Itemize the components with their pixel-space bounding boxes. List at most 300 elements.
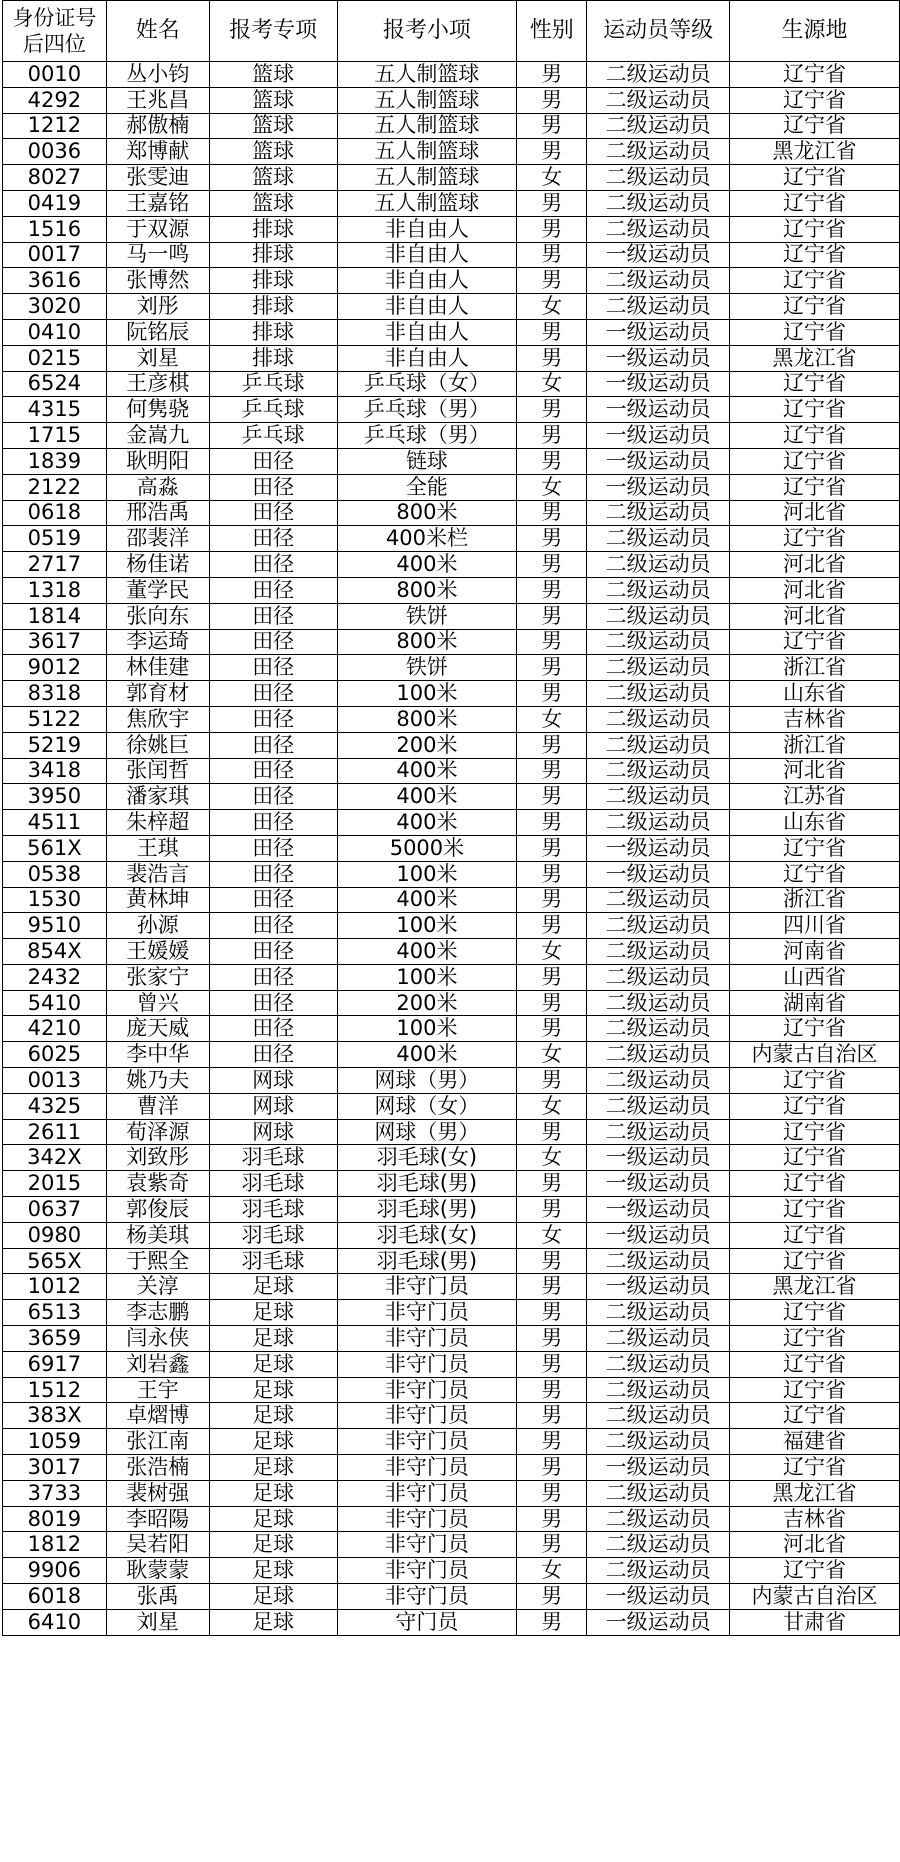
cell-name: 杨美琪 <box>106 1222 209 1248</box>
cell-name: 邵裴洋 <box>106 526 209 552</box>
cell-id-last-four: 1212 <box>3 113 107 139</box>
cell-gender: 男 <box>517 1584 587 1610</box>
cell-id-last-four: 9906 <box>3 1558 107 1584</box>
cell-id-last-four: 342X <box>3 1145 107 1171</box>
cell-gender: 男 <box>517 526 587 552</box>
cell-id-last-four: 3616 <box>3 268 107 294</box>
table-row <box>3 629 900 655</box>
cell-id-last-four: 0013 <box>3 1068 107 1094</box>
cell-major: 足球 <box>209 1584 337 1610</box>
cell-id-last-four: 0538 <box>3 861 107 887</box>
cell-gender: 男 <box>517 268 587 294</box>
cell-level: 一级运动员 <box>587 1274 730 1300</box>
cell-event: 非守门员 <box>337 1403 517 1429</box>
table-row <box>3 577 900 603</box>
cell-name: 黄林坤 <box>106 887 209 913</box>
cell-gender: 男 <box>517 655 587 681</box>
cell-name: 李志鹏 <box>106 1300 209 1326</box>
cell-origin: 辽宁省 <box>730 190 900 216</box>
cell-event: 五人制篮球 <box>337 139 517 165</box>
cell-id-last-four: 5219 <box>3 732 107 758</box>
cell-origin: 黑龙江省 <box>730 1480 900 1506</box>
cell-event: 全能 <box>337 474 517 500</box>
cell-major: 羽毛球 <box>209 1171 337 1197</box>
cell-name: 刘致彤 <box>106 1145 209 1171</box>
table-row <box>3 1480 900 1506</box>
cell-origin: 辽宁省 <box>730 319 900 345</box>
cell-level: 二级运动员 <box>587 629 730 655</box>
cell-name: 闫永侠 <box>106 1326 209 1352</box>
cell-name: 张雯迪 <box>106 165 209 191</box>
cell-major: 足球 <box>209 1609 337 1635</box>
cell-level: 二级运动员 <box>587 268 730 294</box>
cell-name: 于双源 <box>106 216 209 242</box>
cell-id-last-four: 3733 <box>3 1480 107 1506</box>
cell-event: 非守门员 <box>337 1326 517 1352</box>
cell-event: 网球（男） <box>337 1119 517 1145</box>
cell-name: 高淼 <box>106 474 209 500</box>
cell-major: 排球 <box>209 268 337 294</box>
table-row <box>3 371 900 397</box>
cell-name: 刘星 <box>106 345 209 371</box>
cell-name: 张向东 <box>106 603 209 629</box>
cell-level: 一级运动员 <box>587 1197 730 1223</box>
table-row <box>3 552 900 578</box>
cell-gender: 女 <box>517 165 587 191</box>
cell-gender: 男 <box>517 216 587 242</box>
cell-origin: 辽宁省 <box>730 1171 900 1197</box>
cell-level: 二级运动员 <box>587 964 730 990</box>
cell-name: 孙源 <box>106 913 209 939</box>
cell-level: 二级运动员 <box>587 1016 730 1042</box>
cell-level: 二级运动员 <box>587 577 730 603</box>
cell-origin: 辽宁省 <box>730 1351 900 1377</box>
cell-event: 非守门员 <box>337 1532 517 1558</box>
cell-level: 二级运动员 <box>587 1429 730 1455</box>
table-row <box>3 655 900 681</box>
cell-origin: 河北省 <box>730 500 900 526</box>
cell-level: 一级运动员 <box>587 835 730 861</box>
cell-major: 足球 <box>209 1377 337 1403</box>
cell-id-last-four: 0036 <box>3 139 107 165</box>
header-id-last-four <box>3 1 107 62</box>
cell-id-last-four: 383X <box>3 1403 107 1429</box>
cell-major: 网球 <box>209 1068 337 1094</box>
cell-name: 王嘉铭 <box>106 190 209 216</box>
cell-event: 100米 <box>337 964 517 990</box>
cell-major: 排球 <box>209 216 337 242</box>
cell-major: 田径 <box>209 939 337 965</box>
cell-origin: 辽宁省 <box>730 397 900 423</box>
cell-level: 一级运动员 <box>587 1455 730 1481</box>
cell-name: 马一鸣 <box>106 242 209 268</box>
cell-gender: 男 <box>517 913 587 939</box>
cell-id-last-four: 0410 <box>3 319 107 345</box>
cell-gender: 男 <box>517 1351 587 1377</box>
cell-gender: 男 <box>517 887 587 913</box>
cell-gender: 男 <box>517 423 587 449</box>
cell-major: 乒乓球 <box>209 397 337 423</box>
cell-name: 金嵩九 <box>106 423 209 449</box>
cell-origin: 辽宁省 <box>730 474 900 500</box>
cell-gender: 女 <box>517 706 587 732</box>
cell-name: 郭育材 <box>106 681 209 707</box>
cell-origin: 辽宁省 <box>730 423 900 449</box>
cell-major: 篮球 <box>209 87 337 113</box>
table-row <box>3 165 900 191</box>
table-row <box>3 190 900 216</box>
table-row <box>3 1377 900 1403</box>
header-origin: 生源地 <box>730 1 900 62</box>
cell-level: 一级运动员 <box>587 1145 730 1171</box>
cell-level: 二级运动员 <box>587 913 730 939</box>
cell-origin: 福建省 <box>730 1429 900 1455</box>
table-row <box>3 1171 900 1197</box>
table-row <box>3 1093 900 1119</box>
table-row <box>3 345 900 371</box>
cell-name: 裴浩言 <box>106 861 209 887</box>
cell-origin: 辽宁省 <box>730 1326 900 1352</box>
table-row <box>3 1016 900 1042</box>
table-row <box>3 113 900 139</box>
cell-level: 二级运动员 <box>587 1558 730 1584</box>
cell-major: 田径 <box>209 629 337 655</box>
cell-event: 非自由人 <box>337 242 517 268</box>
table-row <box>3 526 900 552</box>
cell-origin: 辽宁省 <box>730 1093 900 1119</box>
cell-event: 非守门员 <box>337 1584 517 1610</box>
cell-event: 非自由人 <box>337 319 517 345</box>
cell-name: 丛小钧 <box>106 62 209 88</box>
cell-gender: 男 <box>517 835 587 861</box>
cell-name: 邢浩禹 <box>106 500 209 526</box>
table-row <box>3 706 900 732</box>
cell-level: 一级运动员 <box>587 448 730 474</box>
table-row <box>3 500 900 526</box>
cell-gender: 男 <box>517 190 587 216</box>
cell-origin: 辽宁省 <box>730 62 900 88</box>
cell-event: 400米 <box>337 784 517 810</box>
cell-event: 800米 <box>337 577 517 603</box>
cell-name: 刘岩鑫 <box>106 1351 209 1377</box>
cell-level: 二级运动员 <box>587 1042 730 1068</box>
table-row <box>3 1300 900 1326</box>
cell-origin: 辽宁省 <box>730 1377 900 1403</box>
cell-name: 张博然 <box>106 268 209 294</box>
table-row <box>3 603 900 629</box>
cell-id-last-four: 8019 <box>3 1506 107 1532</box>
cell-gender: 男 <box>517 500 587 526</box>
cell-major: 田径 <box>209 1042 337 1068</box>
cell-origin: 辽宁省 <box>730 113 900 139</box>
cell-level: 二级运动员 <box>587 732 730 758</box>
cell-gender: 男 <box>517 397 587 423</box>
cell-event: 非守门员 <box>337 1558 517 1584</box>
cell-origin: 吉林省 <box>730 1506 900 1532</box>
cell-event: 5000米 <box>337 835 517 861</box>
cell-origin: 辽宁省 <box>730 1455 900 1481</box>
cell-name: 焦欣宇 <box>106 706 209 732</box>
cell-major: 田径 <box>209 887 337 913</box>
cell-gender: 女 <box>517 294 587 320</box>
cell-gender: 男 <box>517 113 587 139</box>
cell-major: 田径 <box>209 500 337 526</box>
cell-level: 二级运动员 <box>587 990 730 1016</box>
cell-event: 100米 <box>337 1016 517 1042</box>
cell-gender: 女 <box>517 371 587 397</box>
cell-gender: 男 <box>517 784 587 810</box>
cell-id-last-four: 5122 <box>3 706 107 732</box>
cell-major: 田径 <box>209 861 337 887</box>
cell-gender: 男 <box>517 990 587 1016</box>
table-row <box>3 1351 900 1377</box>
cell-event: 非守门员 <box>337 1274 517 1300</box>
header-event: 报考小项 <box>337 1 517 62</box>
cell-event: 400米 <box>337 1042 517 1068</box>
cell-event: 羽毛球(男) <box>337 1171 517 1197</box>
cell-event: 200米 <box>337 990 517 1016</box>
cell-origin: 浙江省 <box>730 887 900 913</box>
cell-origin: 黑龙江省 <box>730 345 900 371</box>
cell-major: 田径 <box>209 526 337 552</box>
cell-name: 郝傲楠 <box>106 113 209 139</box>
cell-event: 800米 <box>337 629 517 655</box>
cell-gender: 男 <box>517 1016 587 1042</box>
cell-gender: 男 <box>517 62 587 88</box>
cell-gender: 男 <box>517 319 587 345</box>
roster-table <box>2 0 900 1636</box>
cell-event: 800米 <box>337 706 517 732</box>
cell-major: 足球 <box>209 1300 337 1326</box>
cell-id-last-four: 6025 <box>3 1042 107 1068</box>
table-row <box>3 784 900 810</box>
cell-event: 非守门员 <box>337 1506 517 1532</box>
cell-level: 二级运动员 <box>587 1532 730 1558</box>
cell-level: 二级运动员 <box>587 139 730 165</box>
table-row <box>3 448 900 474</box>
table-row <box>3 268 900 294</box>
table-row <box>3 1403 900 1429</box>
cell-origin: 辽宁省 <box>730 268 900 294</box>
cell-origin: 河北省 <box>730 603 900 629</box>
cell-event: 网球（女） <box>337 1093 517 1119</box>
cell-origin: 山东省 <box>730 681 900 707</box>
cell-id-last-four: 0618 <box>3 500 107 526</box>
cell-id-last-four: 1012 <box>3 1274 107 1300</box>
cell-major: 足球 <box>209 1506 337 1532</box>
cell-origin: 辽宁省 <box>730 526 900 552</box>
cell-level: 二级运动员 <box>587 887 730 913</box>
cell-id-last-four: 6513 <box>3 1300 107 1326</box>
cell-level: 二级运动员 <box>587 758 730 784</box>
cell-level: 二级运动员 <box>587 603 730 629</box>
cell-level: 一级运动员 <box>587 1222 730 1248</box>
cell-origin: 吉林省 <box>730 706 900 732</box>
cell-origin: 山东省 <box>730 810 900 836</box>
cell-origin: 四川省 <box>730 913 900 939</box>
cell-level: 二级运动员 <box>587 1068 730 1094</box>
cell-event: 羽毛球(女) <box>337 1222 517 1248</box>
cell-level: 二级运动员 <box>587 706 730 732</box>
table-row <box>3 87 900 113</box>
cell-id-last-four: 3617 <box>3 629 107 655</box>
cell-gender: 男 <box>517 1248 587 1274</box>
cell-origin: 河南省 <box>730 939 900 965</box>
cell-id-last-four: 1516 <box>3 216 107 242</box>
table-row <box>3 1506 900 1532</box>
cell-level: 一级运动员 <box>587 242 730 268</box>
cell-major: 排球 <box>209 294 337 320</box>
cell-origin: 湖南省 <box>730 990 900 1016</box>
cell-major: 篮球 <box>209 62 337 88</box>
cell-gender: 女 <box>517 1145 587 1171</box>
cell-level: 一级运动员 <box>587 371 730 397</box>
cell-origin: 内蒙古自治区 <box>730 1042 900 1068</box>
table-row <box>3 887 900 913</box>
cell-name: 杨佳诺 <box>106 552 209 578</box>
table-row <box>3 861 900 887</box>
cell-name: 李昭陽 <box>106 1506 209 1532</box>
cell-major: 田径 <box>209 810 337 836</box>
table-row <box>3 1248 900 1274</box>
cell-gender: 男 <box>517 629 587 655</box>
table-row <box>3 1197 900 1223</box>
cell-id-last-four: 4511 <box>3 810 107 836</box>
cell-gender: 女 <box>517 1042 587 1068</box>
table-header <box>3 1 900 62</box>
cell-gender: 男 <box>517 1300 587 1326</box>
table-row <box>3 62 900 88</box>
cell-level: 二级运动员 <box>587 113 730 139</box>
cell-name: 朱梓超 <box>106 810 209 836</box>
cell-id-last-four: 3950 <box>3 784 107 810</box>
cell-name: 张家宁 <box>106 964 209 990</box>
cell-major: 羽毛球 <box>209 1222 337 1248</box>
cell-level: 二级运动员 <box>587 939 730 965</box>
cell-major: 足球 <box>209 1429 337 1455</box>
cell-level: 一级运动员 <box>587 345 730 371</box>
table-row <box>3 423 900 449</box>
cell-level: 一级运动员 <box>587 1609 730 1635</box>
table-row <box>3 1042 900 1068</box>
cell-gender: 男 <box>517 242 587 268</box>
cell-event: 400米 <box>337 758 517 784</box>
table-row <box>3 1145 900 1171</box>
table-row <box>3 1532 900 1558</box>
cell-id-last-four: 2717 <box>3 552 107 578</box>
cell-origin: 山西省 <box>730 964 900 990</box>
cell-event: 五人制篮球 <box>337 190 517 216</box>
cell-name: 关淳 <box>106 1274 209 1300</box>
table-row <box>3 474 900 500</box>
cell-gender: 男 <box>517 448 587 474</box>
cell-level: 二级运动员 <box>587 526 730 552</box>
cell-event: 非自由人 <box>337 345 517 371</box>
cell-level: 二级运动员 <box>587 294 730 320</box>
cell-gender: 男 <box>517 1197 587 1223</box>
cell-level: 二级运动员 <box>587 1248 730 1274</box>
cell-gender: 男 <box>517 1455 587 1481</box>
header-gender: 性别 <box>517 1 587 62</box>
cell-name: 庞天威 <box>106 1016 209 1042</box>
cell-origin: 河北省 <box>730 758 900 784</box>
cell-name: 耿蒙蒙 <box>106 1558 209 1584</box>
cell-name: 曾兴 <box>106 990 209 1016</box>
cell-origin: 辽宁省 <box>730 1119 900 1145</box>
cell-origin: 辽宁省 <box>730 216 900 242</box>
cell-gender: 男 <box>517 87 587 113</box>
cell-event: 铁饼 <box>337 603 517 629</box>
cell-event: 铁饼 <box>337 655 517 681</box>
cell-major: 篮球 <box>209 165 337 191</box>
cell-id-last-four: 1839 <box>3 448 107 474</box>
cell-major: 乒乓球 <box>209 371 337 397</box>
cell-id-last-four: 0637 <box>3 1197 107 1223</box>
table-row <box>3 1222 900 1248</box>
cell-id-last-four: 2611 <box>3 1119 107 1145</box>
cell-id-last-four: 0419 <box>3 190 107 216</box>
cell-major: 田径 <box>209 706 337 732</box>
cell-gender: 男 <box>517 810 587 836</box>
cell-id-last-four: 9012 <box>3 655 107 681</box>
cell-name: 荀泽源 <box>106 1119 209 1145</box>
cell-event: 非守门员 <box>337 1377 517 1403</box>
cell-major: 田径 <box>209 577 337 603</box>
cell-origin: 辽宁省 <box>730 1300 900 1326</box>
cell-gender: 女 <box>517 1093 587 1119</box>
cell-name: 何隽骁 <box>106 397 209 423</box>
cell-origin: 辽宁省 <box>730 1222 900 1248</box>
cell-major: 羽毛球 <box>209 1197 337 1223</box>
cell-event: 五人制篮球 <box>337 62 517 88</box>
cell-level: 二级运动员 <box>587 655 730 681</box>
roster-table-container <box>2 0 900 1636</box>
cell-gender: 男 <box>517 139 587 165</box>
cell-event: 100米 <box>337 913 517 939</box>
cell-event: 守门员 <box>337 1609 517 1635</box>
cell-gender: 女 <box>517 1558 587 1584</box>
cell-event: 200米 <box>337 732 517 758</box>
cell-name: 耿明阳 <box>106 448 209 474</box>
cell-gender: 男 <box>517 732 587 758</box>
header-name: 姓名 <box>106 1 209 62</box>
cell-id-last-four: 6917 <box>3 1351 107 1377</box>
cell-name: 李中华 <box>106 1042 209 1068</box>
cell-origin: 辽宁省 <box>730 242 900 268</box>
cell-level: 二级运动员 <box>587 87 730 113</box>
cell-level: 二级运动员 <box>587 1403 730 1429</box>
cell-id-last-four: 1318 <box>3 577 107 603</box>
cell-name: 曹洋 <box>106 1093 209 1119</box>
cell-event: 五人制篮球 <box>337 87 517 113</box>
cell-gender: 男 <box>517 1274 587 1300</box>
cell-level: 一级运动员 <box>587 861 730 887</box>
cell-level: 二级运动员 <box>587 500 730 526</box>
cell-event: 非守门员 <box>337 1455 517 1481</box>
cell-event: 网球（男） <box>337 1068 517 1094</box>
cell-id-last-four: 4325 <box>3 1093 107 1119</box>
cell-gender: 男 <box>517 1532 587 1558</box>
cell-major: 田径 <box>209 655 337 681</box>
cell-origin: 辽宁省 <box>730 1197 900 1223</box>
cell-id-last-four: 9510 <box>3 913 107 939</box>
cell-gender: 男 <box>517 603 587 629</box>
cell-major: 排球 <box>209 319 337 345</box>
cell-event: 400米 <box>337 810 517 836</box>
cell-major: 羽毛球 <box>209 1248 337 1274</box>
cell-id-last-four: 2015 <box>3 1171 107 1197</box>
cell-major: 篮球 <box>209 190 337 216</box>
